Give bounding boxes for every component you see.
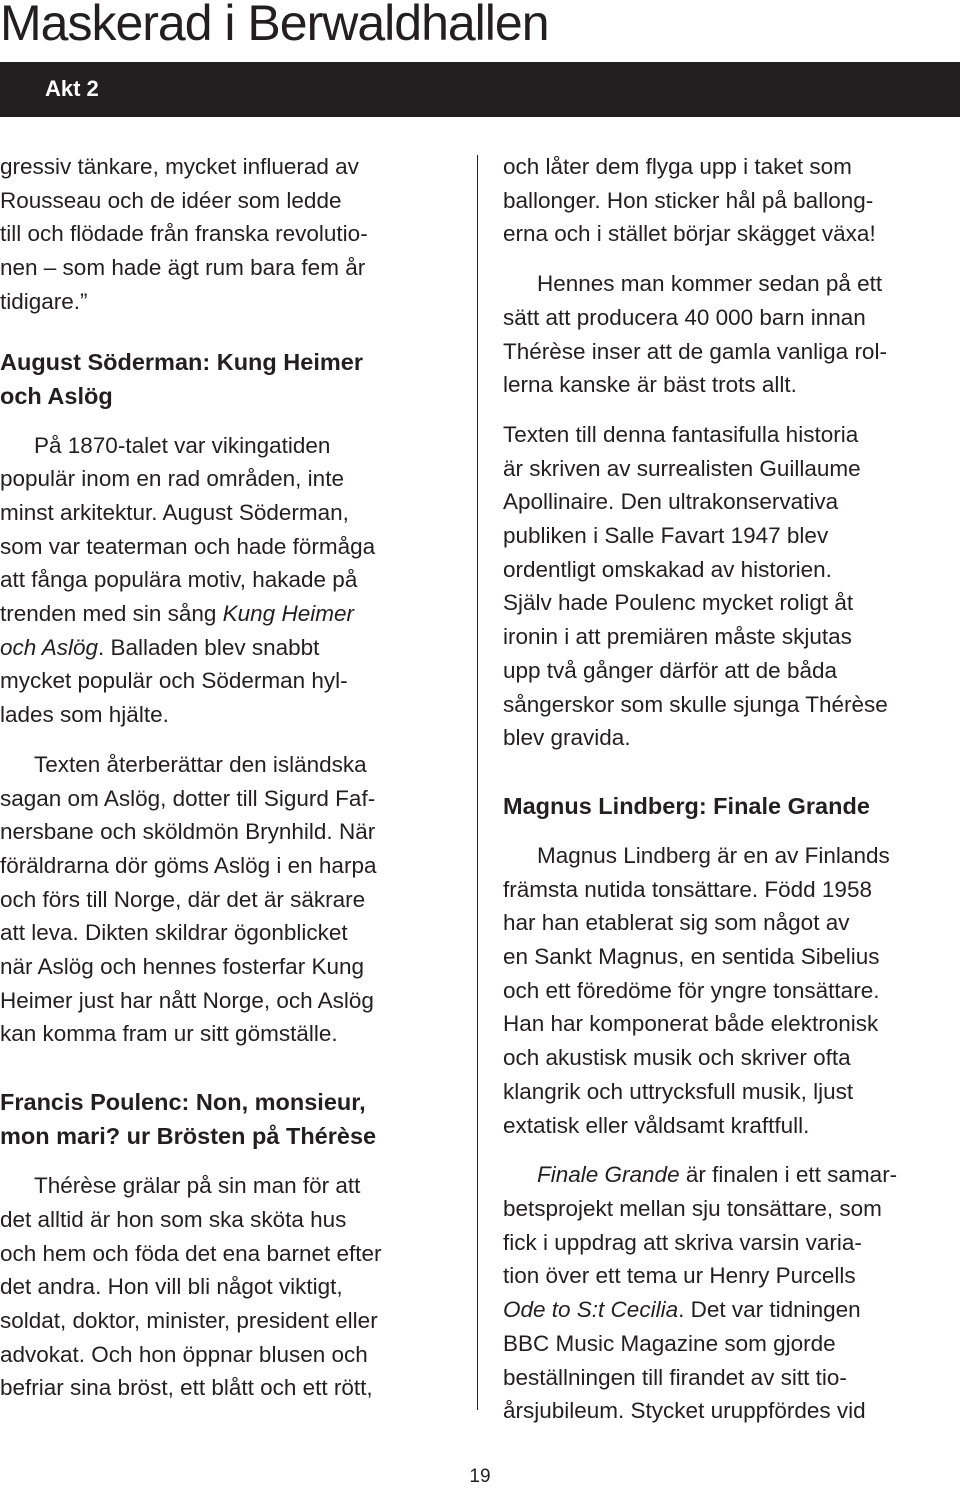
text-line: populär inom en rad områden, inte [0, 466, 344, 492]
act-label: Akt 2 [45, 76, 99, 101]
work-title: Finale Grande [537, 1162, 680, 1188]
text-line [503, 1293, 960, 1327]
text-line: en Sankt Magnus, en sentida Sibelius [503, 944, 880, 970]
heading-line: och Aslög [0, 382, 113, 409]
text-line: Själv hade Poulenc mycket roligt åt [503, 590, 854, 616]
text-line: sångerskor som skulle sjunga Thérèse [503, 691, 888, 717]
section-heading-soderman [0, 345, 470, 413]
text-line: till och flödade från franska revolutio- [0, 221, 368, 247]
heading-line: August Söderman: Kung Heimer [0, 348, 363, 375]
text-line: BBC Music Magazine som gjorde [503, 1330, 836, 1356]
heading-line: Magnus Lindberg: Finale Grande [503, 792, 870, 819]
text-line: Texten till denna fantasifulla historia [503, 421, 859, 447]
text-line: publiken i Salle Favart 1947 blev [503, 523, 829, 549]
text-line: och förs till Norge, där det är säkrare [0, 886, 366, 912]
text-line: nersbane och sköldmön Brynhild. När [0, 819, 376, 845]
text-line: som var teaterman och hade förmåga [0, 533, 376, 559]
text-span: trenden med sin sång [0, 601, 223, 627]
soderman-paragraph-1 [0, 429, 470, 732]
work-title: Ode to S:t Cecilia [503, 1297, 679, 1323]
text-line: nen – som hade ägt rum bara fem år [0, 255, 366, 281]
text-line: Thérèse inser att de gamla vanliga rol- [503, 338, 887, 364]
text-line: extatisk eller våldsamt kraftfull. [503, 1112, 810, 1138]
text-line: Apollinaire. Den ultrakonservativa [503, 489, 839, 515]
text-line: och akustisk musik och skriver ofta [503, 1045, 851, 1071]
act-banner [0, 62, 960, 117]
text-line: Texten återberättar den isländska [34, 751, 367, 777]
text-line: föräldrarna dör göms Aslög i en harpa [0, 852, 377, 878]
text-line: beställningen till firandet av sitt tio- [503, 1364, 847, 1390]
column-divider [477, 155, 478, 1410]
section-heading-lindberg [503, 789, 960, 823]
poulenc-paragraph-3 [503, 418, 960, 755]
page-number: 19 [469, 1466, 491, 1487]
text-line: årsjubileum. Stycket uruppfördes vid [503, 1398, 866, 1424]
poulenc-paragraph-2 [503, 267, 960, 402]
text-line: och hem och föda det ena barnet efter [0, 1240, 382, 1266]
text-line: det alltid är hon som ska sköta hus [0, 1206, 347, 1232]
song-title: Kung Heimer [222, 601, 354, 627]
text-line: lades som hjälte. [0, 702, 169, 728]
text-line: tion över ett tema ur Henry Purcells [503, 1263, 856, 1289]
text-line: tidigare.” [0, 288, 88, 314]
text-span: är finalen i ett samar- [679, 1162, 898, 1188]
text-line: ordentligt omskakad av historien. [503, 556, 832, 582]
text-line: soldat, doktor, minister, president eller [0, 1307, 378, 1333]
heading-line: Francis Poulenc: Non, monsieur, [0, 1089, 366, 1116]
heading-line: mon mari? ur Brösten på Thérèse [0, 1123, 377, 1150]
lindberg-paragraph-1 [503, 839, 960, 1142]
soderman-paragraph-2 [0, 748, 470, 1051]
poulenc-continuation [503, 150, 960, 251]
page-title: Maskerad i Berwaldhallen [0, 0, 549, 51]
text-line: har han etablerat sig som något av [503, 910, 850, 936]
text-line: mycket populär och Söderman hyl- [0, 668, 348, 694]
text-line: och ett föredöme för yngre tonsättare. [503, 977, 880, 1003]
text-line [0, 597, 470, 631]
text-line: Han har komponerat både elektronisk [503, 1011, 879, 1037]
text-line: fick i uppdrag att skriva varsin varia- [503, 1229, 862, 1255]
text-line: är skriven av surrealisten Guillaume [503, 455, 861, 481]
text-line: ballonger. Hon sticker hål på ballong- [503, 187, 874, 213]
text-line: blev gravida. [503, 725, 631, 751]
song-title: och Aslög [0, 634, 98, 660]
text-line: Hennes man kommer sedan på ett [537, 271, 883, 297]
text-line: och låter dem flyga upp i taket som [503, 154, 852, 179]
text-line: Rousseau och de idéer som ledde [0, 187, 342, 213]
intro-paragraph [0, 150, 470, 319]
text-line: att fånga populära motiv, hakade på [0, 567, 358, 593]
section-heading-poulenc [0, 1085, 470, 1153]
text-line: befriar sina bröst, ett blått och ett rött, [0, 1375, 373, 1401]
text-line: gressiv tänkare, mycket influerad av [0, 154, 359, 179]
text-line: främsta nutida tonsättare. Född 1958 [503, 876, 872, 902]
text-span: . Balladen blev snabbt [97, 634, 320, 660]
text-line: sagan om Aslög, dotter till Sigurd Faf- [0, 785, 376, 811]
text-line: Thérèse grälar på sin man för att [34, 1173, 361, 1199]
text-line: när Aslög och hennes fosterfar Kung [0, 954, 364, 980]
left-column [0, 150, 470, 1405]
text-line: minst arkitektur. August Söderman, [0, 499, 349, 525]
text-line: klangrik och uttrycksfull musik, ljust [503, 1078, 854, 1104]
text-line: Heimer just har nått Norge, och Aslög [0, 987, 374, 1013]
text-line: Magnus Lindberg är en av Finlands [537, 842, 890, 868]
text-line: advokat. Och hon öppnar blusen och [0, 1341, 368, 1367]
text-line: upp två gånger därför att de båda [503, 657, 837, 683]
text-line: lerna kanske är bäst trots allt. [503, 372, 797, 398]
text-line: ironin i att premiären måste skjutas [503, 624, 852, 650]
text-line: På 1870-talet var vikingatiden [34, 432, 331, 458]
text-line: betsprojekt mellan sju tonsättare, som [503, 1195, 882, 1221]
text-line: det andra. Hon vill bli något viktigt, [0, 1274, 343, 1300]
poulenc-paragraph-1 [0, 1169, 470, 1405]
text-line: sätt att producera 40 000 barn innan [503, 304, 866, 330]
text-line [0, 631, 470, 665]
text-line [503, 1158, 960, 1192]
text-line: att leva. Dikten skildrar ögonblicket [0, 920, 348, 946]
text-line: kan komma fram ur sitt gömställe. [0, 1021, 338, 1047]
text-line: erna och i stället börjar skägget växa! [503, 221, 876, 247]
right-column [503, 150, 960, 1428]
lindberg-paragraph-2 [503, 1158, 960, 1428]
text-span: . Det var tidningen [678, 1297, 861, 1323]
